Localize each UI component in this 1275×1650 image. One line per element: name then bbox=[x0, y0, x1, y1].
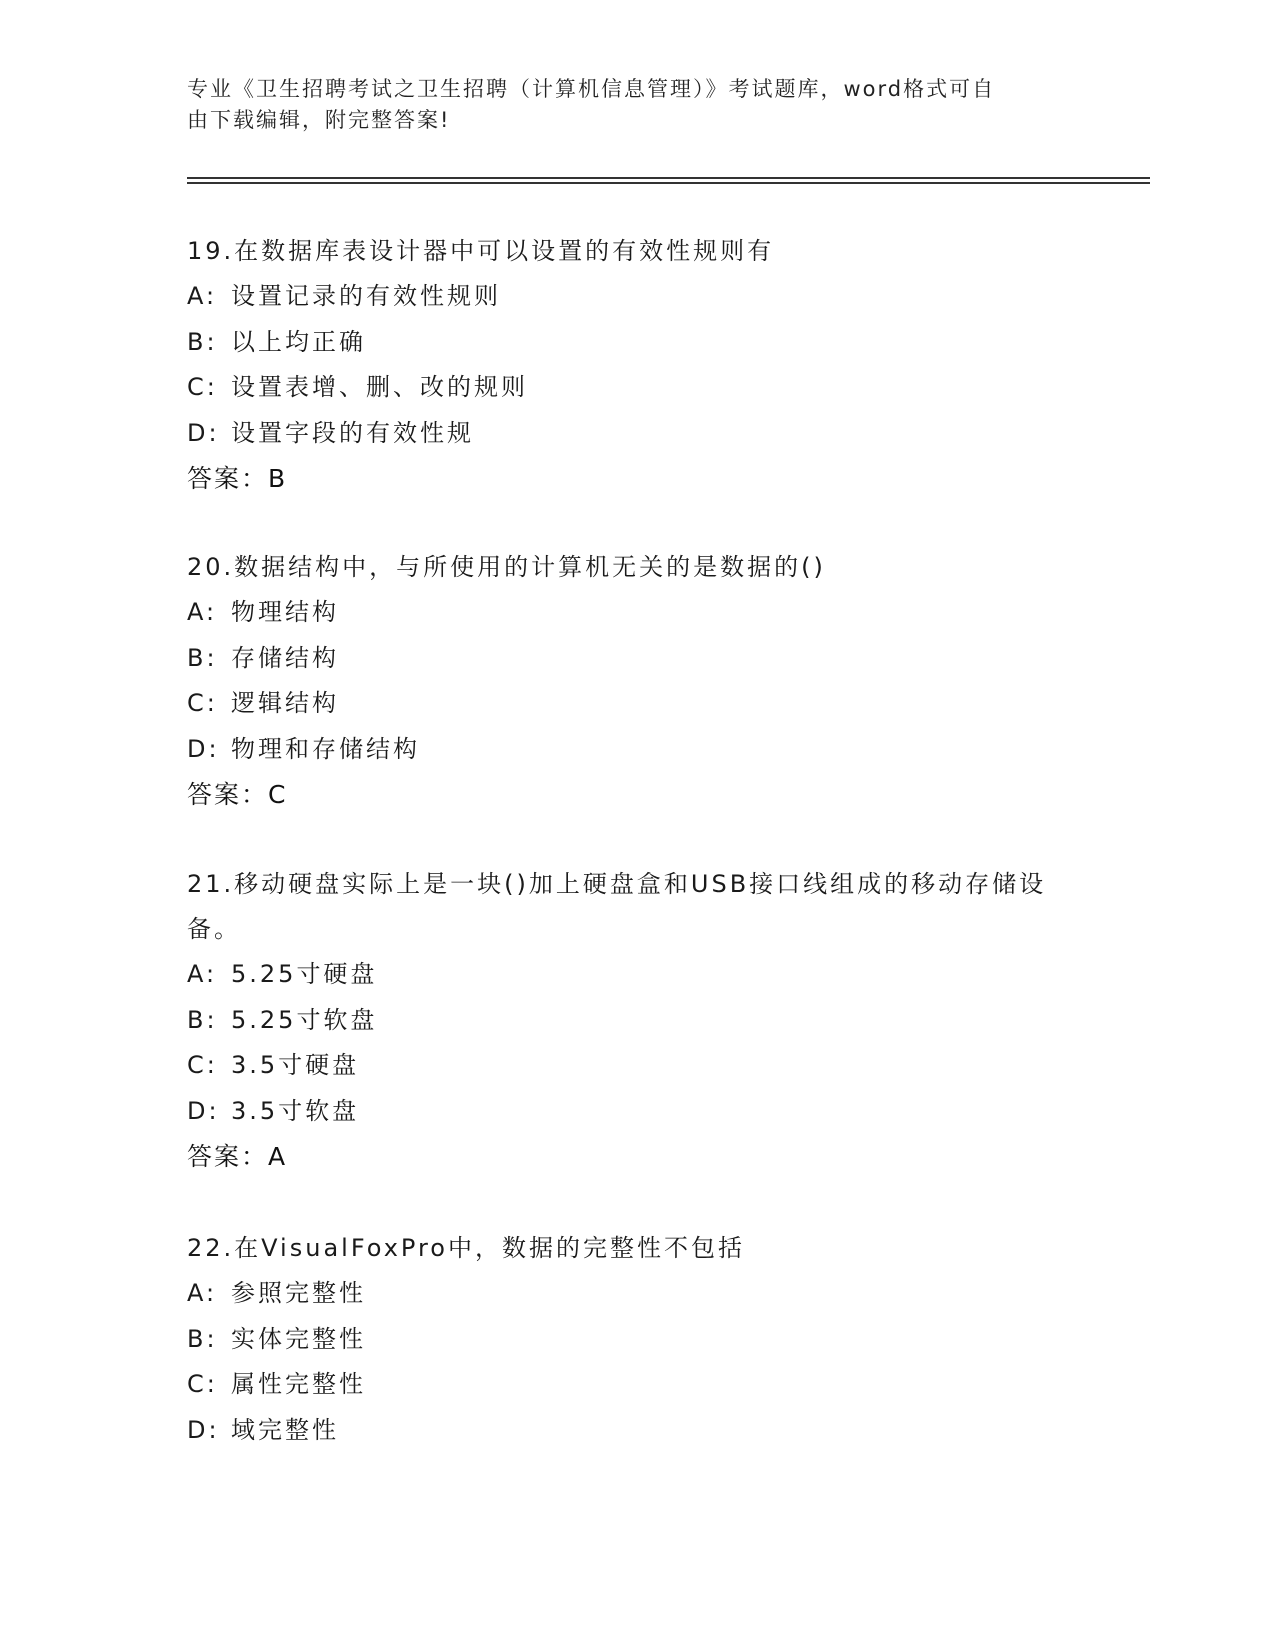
option-key: B: bbox=[187, 1005, 218, 1034]
option-key: D: bbox=[187, 734, 220, 763]
answer-label: 答案： bbox=[187, 780, 269, 809]
option-b bbox=[187, 998, 1077, 1044]
question-21 bbox=[187, 862, 1077, 1180]
question-19 bbox=[187, 229, 1077, 502]
answer-label: 答案： bbox=[187, 1142, 269, 1171]
answer-line bbox=[187, 1134, 1077, 1180]
option-text: 存储结构 bbox=[231, 643, 339, 672]
option-text: 5.25寸软盘 bbox=[231, 1005, 378, 1034]
answer-label: 答案： bbox=[187, 464, 269, 493]
option-key: A: bbox=[187, 282, 218, 310]
option-c bbox=[187, 681, 1077, 727]
option-key: B: bbox=[187, 1324, 218, 1353]
option-text: 设置表增、删、改的规则 bbox=[231, 373, 528, 401]
option-text: 域完整性 bbox=[231, 1415, 339, 1444]
option-key: D: bbox=[187, 418, 220, 447]
option-key: C: bbox=[187, 1051, 218, 1079]
document-header bbox=[187, 74, 1067, 136]
option-key: C: bbox=[187, 1370, 218, 1398]
option-c bbox=[187, 1362, 1077, 1408]
option-text: 以上均正确 bbox=[231, 327, 366, 356]
option-text: 3.5寸硬盘 bbox=[231, 1051, 360, 1079]
option-d bbox=[187, 411, 1077, 457]
option-c bbox=[187, 365, 1077, 411]
question-stem: 21.移动硬盘实际上是一块()加上硬盘盒和USB接口线组成的移动存储设备。 bbox=[187, 870, 1047, 943]
option-d bbox=[187, 1089, 1077, 1135]
option-key: B: bbox=[187, 327, 218, 356]
option-text: 逻辑结构 bbox=[231, 689, 339, 717]
option-text: 属性完整性 bbox=[231, 1370, 366, 1398]
option-text: 参照完整性 bbox=[231, 1279, 366, 1307]
question-22 bbox=[187, 1226, 1077, 1453]
option-text: 物理结构 bbox=[231, 598, 339, 626]
header-divider-top bbox=[187, 177, 1150, 179]
option-a bbox=[187, 952, 1077, 998]
header-line-1: 专业《卫生招聘考试之卫生招聘（计算机信息管理）》考试题库，word格式可自 bbox=[187, 77, 996, 101]
answer-value: A bbox=[268, 1142, 287, 1171]
question-20 bbox=[187, 545, 1077, 818]
option-a bbox=[187, 274, 1077, 320]
option-text: 实体完整性 bbox=[231, 1324, 366, 1353]
option-key: A: bbox=[187, 960, 218, 988]
option-key: C: bbox=[187, 373, 218, 401]
answer-line bbox=[187, 456, 1077, 502]
option-text: 设置记录的有效性规则 bbox=[231, 282, 501, 310]
answer-value: B bbox=[268, 464, 287, 493]
option-c bbox=[187, 1043, 1077, 1089]
option-a bbox=[187, 1271, 1077, 1317]
option-key: A: bbox=[187, 598, 218, 626]
answer-value: C bbox=[268, 780, 287, 809]
option-b bbox=[187, 320, 1077, 366]
option-text: 3.5寸软盘 bbox=[231, 1096, 360, 1125]
option-d bbox=[187, 727, 1077, 773]
header-divider-bottom bbox=[187, 182, 1150, 184]
option-key: B: bbox=[187, 643, 218, 672]
question-stem: 19.在数据库表设计器中可以设置的有效性规则有 bbox=[187, 237, 775, 265]
option-key: C: bbox=[187, 689, 218, 717]
option-a bbox=[187, 590, 1077, 636]
option-key: D: bbox=[187, 1096, 220, 1125]
question-stem: 22.在VisualFoxPro中，数据的完整性不包括 bbox=[187, 1234, 745, 1262]
answer-line bbox=[187, 772, 1077, 818]
header-line-2: 由下载编辑，附完整答案! bbox=[187, 108, 451, 132]
option-key: A: bbox=[187, 1279, 218, 1307]
option-text: 5.25寸硬盘 bbox=[231, 960, 378, 988]
question-stem: 20.数据结构中，与所使用的计算机无关的是数据的() bbox=[187, 553, 826, 581]
option-b bbox=[187, 1317, 1077, 1363]
option-text: 设置字段的有效性规 bbox=[231, 418, 474, 447]
option-text: 物理和存储结构 bbox=[231, 734, 420, 763]
option-d bbox=[187, 1408, 1077, 1454]
option-b bbox=[187, 636, 1077, 682]
option-key: D: bbox=[187, 1415, 220, 1444]
